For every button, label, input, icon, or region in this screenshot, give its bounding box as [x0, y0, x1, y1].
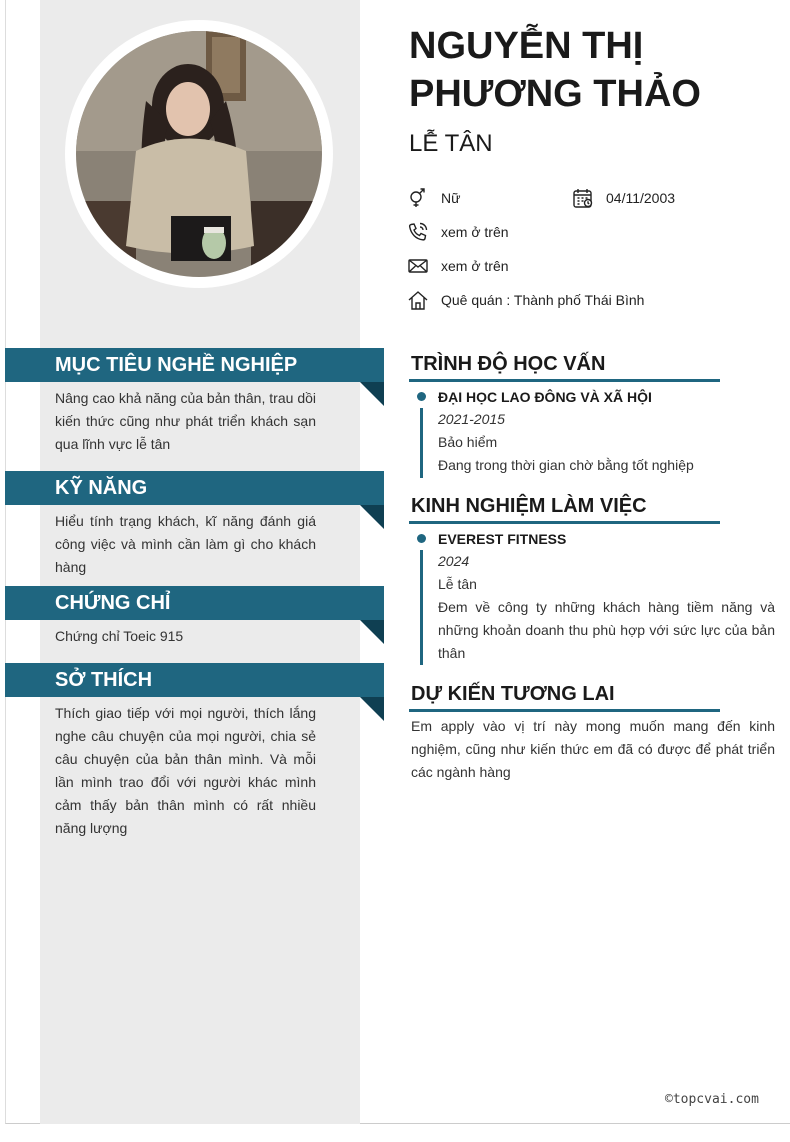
education-bullet — [417, 392, 426, 401]
education-period: 2021-2015 — [438, 411, 505, 427]
experience-timeline-line — [420, 550, 423, 665]
education-school: ĐẠI HỌC LAO ĐÔNG VÀ XÃ HỘI — [438, 389, 652, 405]
hobbies-ribbon-fold — [360, 697, 384, 721]
education-major: Bảo hiểm — [438, 434, 498, 450]
objective-title: MỤC TIÊU NGHỀ NGHIỆP — [55, 354, 298, 376]
hobbies-text: Thích giao tiếp với mọi người, thích lắng nghe câu chuyện của mọi người, chia sẻ câu chuyện của bản thân mình. Và mỗi lần mình trao đổi với người khác mình cảm thấy bản thân mình có rất nhiều năng lượng — [55, 705, 316, 836]
objective-text: Nâng cao khả năng của bản thân, trau dồi kiến thức cũng như phát triển khách sạn qua lĩnh vực lễ tân — [55, 390, 316, 452]
experience-title: KINH NGHIỆM LÀM VIỆC — [411, 495, 647, 517]
mail-icon — [407, 255, 429, 277]
certificates-ribbon-fold — [360, 620, 384, 644]
certificates-text: Chứng chỉ Toeic 915 — [55, 628, 184, 644]
experience-position: Lễ tân — [438, 576, 477, 592]
job-title: LỄ TÂN — [409, 130, 493, 157]
phone-icon — [407, 221, 429, 243]
avatar — [76, 31, 322, 277]
education-title: TRÌNH ĐỘ HỌC VẤN — [411, 353, 606, 375]
future-title: DỰ KIẾN TƯƠNG LAI — [411, 683, 615, 705]
hometown-row — [407, 289, 644, 311]
birthday-row — [572, 187, 675, 209]
experience-bullet — [417, 534, 426, 543]
education-underline — [409, 379, 720, 382]
hometown-value: Quê quán : Thành phố Thái Bình — [441, 292, 645, 308]
future-text: Em apply vào vị trí này mong muốn mang đến kinh nghiệm, cũng như kiến thức em đã có được để phát triển các ngành hàng — [411, 718, 775, 780]
email-row — [407, 255, 509, 277]
phone-row — [407, 221, 509, 243]
experience-company: EVEREST FITNESS — [438, 531, 567, 547]
gender-row — [407, 187, 460, 209]
experience-year: 2024 — [438, 553, 470, 569]
certificates-title: CHỨNG CHỈ — [55, 592, 171, 614]
phone-value: xem ở trên — [441, 224, 509, 240]
education-timeline-line — [420, 408, 423, 478]
home-icon — [407, 289, 429, 311]
hobbies-title: SỞ THÍCH — [55, 669, 153, 691]
candidate-name: NGUYỄN THỊ PHƯƠNG THẢO — [409, 25, 701, 115]
watermark: ©topcvai.com — [665, 1092, 759, 1107]
birthday-value: 04/11/2003 — [606, 190, 676, 206]
gender-value: Nữ — [441, 190, 461, 206]
gender-icon — [407, 187, 429, 209]
education-status: Đang trong thời gian chờ bằng tốt nghiệp — [438, 457, 694, 473]
experience-description: Đem về công ty những khách hàng tiềm năng và những khoản doanh thu phù hợp với sức lực của bản thân — [438, 599, 775, 661]
objective-ribbon-fold — [360, 382, 384, 406]
skills-ribbon-fold — [360, 505, 384, 529]
skills-text: Hiểu tính trạng khách, kĩ năng đánh giá công việc và mình cần làm gì cho khách hàng — [55, 513, 316, 575]
future-underline — [409, 709, 720, 712]
experience-underline — [409, 521, 720, 524]
skills-title: KỸ NĂNG — [55, 477, 148, 499]
email-value: xem ở trên — [441, 258, 509, 274]
calendar-icon — [572, 187, 594, 209]
